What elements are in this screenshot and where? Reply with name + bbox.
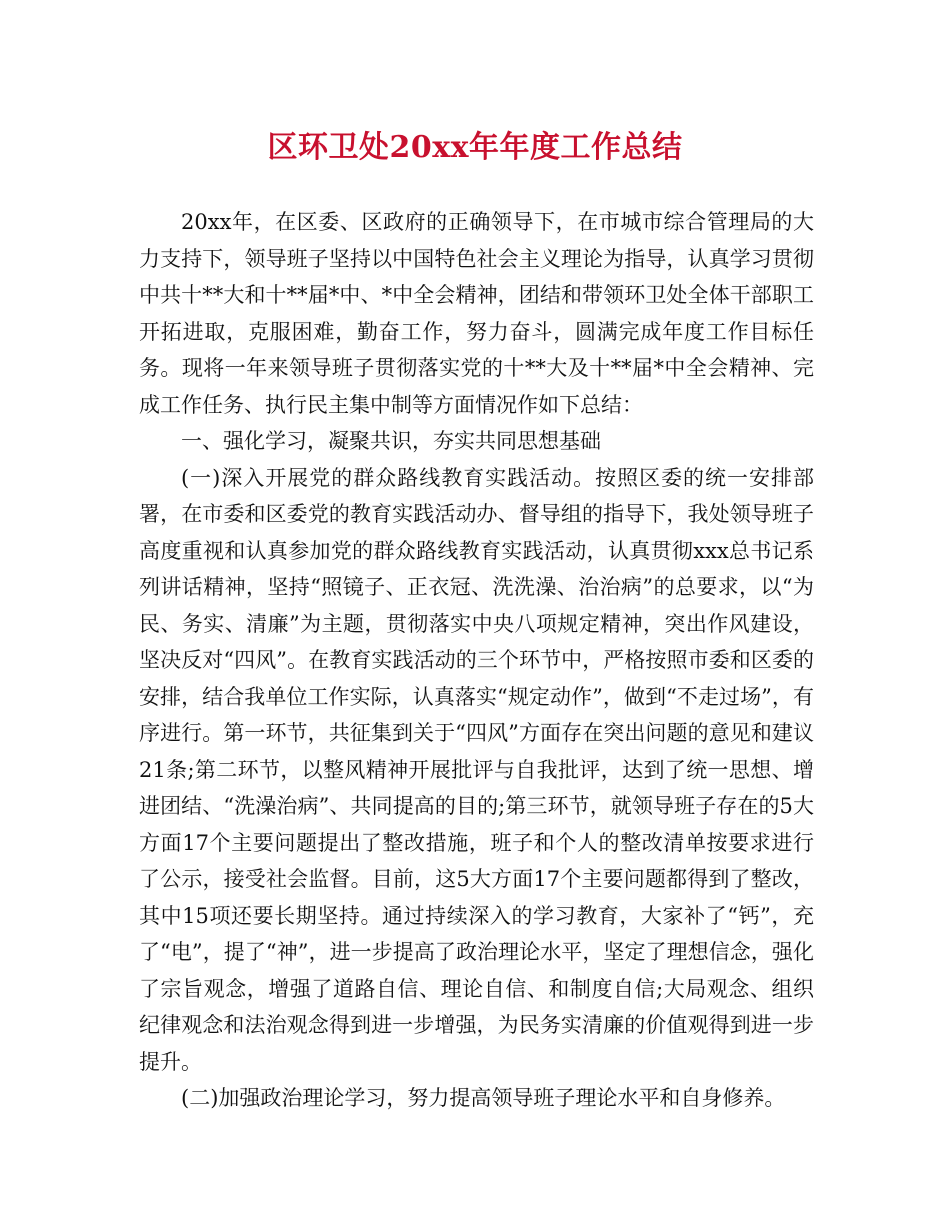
paragraph-1-1: (一)深入开展党的群众路线教育实践活动。按照区委的统一安排部署，在市委和区委党的教育实践活动办、督导组的指导下，我处领导班子高度重视和认真参加党的群众路线教育实践活动，认真贯彻xxx总书记系列讲话精神，坚持“照镜子、正衣冠、洗洗澡、治治病”的总要求，以“为民、务实、清廉”为主题，贯彻落实中央八项规定精神，突出作风建设，坚决反对“四风”。在教育实践活动的三个环节中，严格按照市委和区委的安排，结合我单位工作实际，认真落实“规定动作”，做到“不走过场”，有序进行。第一环节，共征集到关于“四风”方面存在突出问题的意见和建议21条;第二环节，以整风精神开展批评与自我批评，达到了统一思想、增进团结、“洗澡治病”、共同提高的目的;第三环节，就领导班子存在的5大方面17个主要问题提出了整改措施，班子和个人的整改清单按要求进行了公示，接受社会监督。目前，这5大方面17个主要问题都得到了整改，其中15项还要长期坚持。通过持续深入的学习教育，大家补了“钙”，充了“电”，提了“神”，进一步提高了政治理论水平，坚定了理想信念，强化了宗旨观念，增强了道路自信、理论自信、和制度自信;大局观念、组织纪律观念和法治观念得到进一步增强，为民务实清廉的价值观得到进一步提升。 [139,465,814,1074]
document-body [139,204,814,1117]
section-heading-1: 一、强化学习，凝聚共识，夯实共同思想基础 [181,429,601,453]
document-title: 区环卫处20xx年年度工作总结 [267,130,683,165]
paragraph-1-2: (二)加强政治理论学习，努力提高领导班子理论水平和自身修养。 [181,1086,786,1110]
paragraph-intro: 20xx年，在区委、区政府的正确领导下，在市城市综合管理局的大力支持下，领导班子坚持以中国特色社会主义理论为指导，认真学习贯彻中共十**大和十**届*中、*中全会精神，团结和带领环卫处全体干部职工开拓进取，克服困难，勤奋工作，努力奋斗，圆满完成年度工作目标任务。现将一年来领导班子贯彻落实党的十**大及十**届*中全会精神、完成工作任务、执行民主集中制等方面情况作如下总结： [139,210,814,417]
